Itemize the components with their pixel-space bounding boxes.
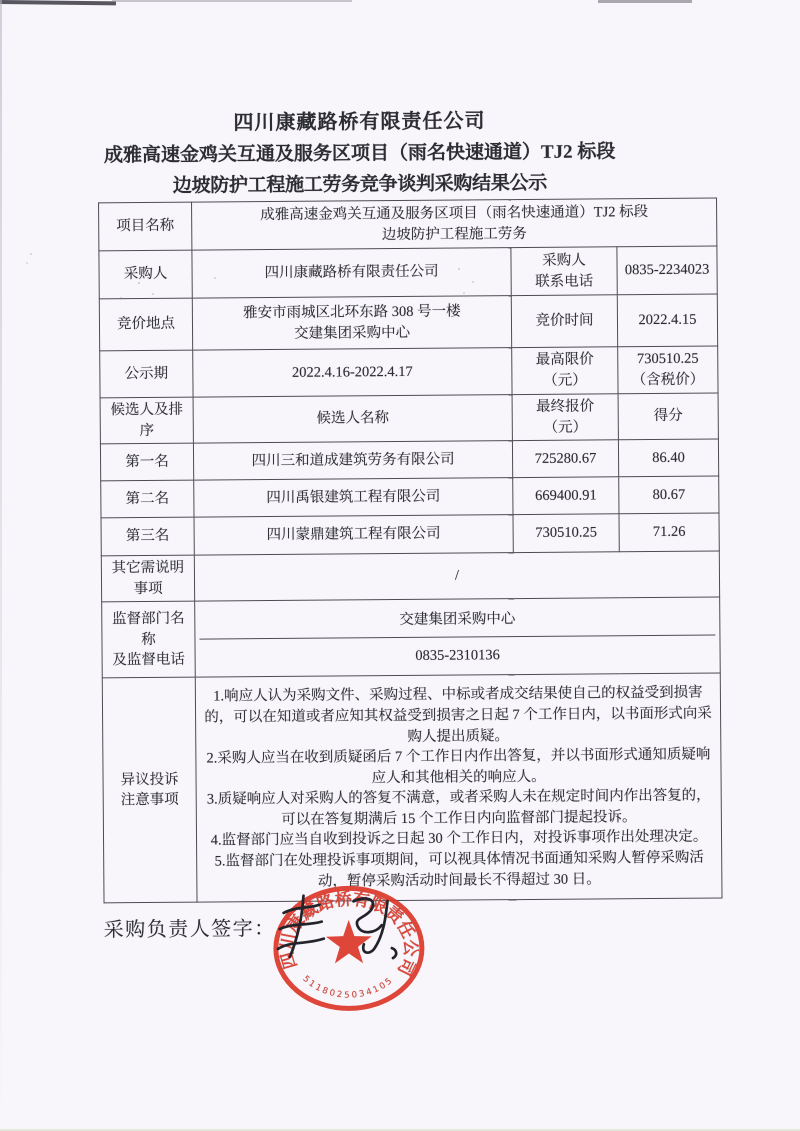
project-name-value-line1: 成雅高速金鸡关互通及服务区项目（雨名快速通道）TJ2 标段 bbox=[260, 203, 649, 224]
signature-stroke bbox=[363, 901, 388, 953]
result-table bbox=[98, 198, 723, 904]
publicity-period-label: 公示期 bbox=[100, 350, 193, 398]
bidding-place-line2: 交建集团采购中心 bbox=[293, 324, 411, 342]
table-row bbox=[102, 597, 721, 678]
title-line-project: 成雅高速金鸡关互通及服务区项目（雨名快速通道）TJ2 标段 bbox=[103, 141, 616, 167]
complaint-items bbox=[195, 673, 722, 902]
signature-label: 采购负责人签字： bbox=[103, 917, 276, 942]
supervision-label-line1: 监督部门名称 bbox=[111, 610, 185, 648]
table-header-row bbox=[100, 393, 718, 444]
candidate-rank: 第二名 bbox=[101, 480, 194, 518]
other-notes-label-line2: 事项 bbox=[133, 580, 163, 597]
complaint-item-2: 2.采购人应当在收到质疑函后 7 个工作日内作出答复，并以书面形式通知质疑响应人和其他相关的响应人。 bbox=[206, 746, 711, 786]
complaint-item-3: 3.质疑响应人对采购人的答复不满意，或者采购人未在规定时间内作出答复的，可以在答复期满后 15 个工作日内向监督部门提起投诉。 bbox=[206, 787, 711, 828]
candidates-price-header bbox=[512, 394, 618, 441]
buyer-label: 采购人 bbox=[99, 250, 192, 299]
table-row bbox=[100, 346, 718, 398]
supervision-label-line2: 及监督电话 bbox=[112, 651, 185, 669]
buyer-value: 四川康藏路桥有限责任公司 bbox=[192, 248, 511, 299]
scan-artifact-top-middle bbox=[112, 0, 352, 2]
candidate-rank: 第一名 bbox=[100, 443, 193, 481]
other-notes-label-line1: 其它需说明 bbox=[111, 559, 185, 577]
bidding-place-line1: 雅安市雨城区北环东路 308 号一楼 bbox=[243, 303, 461, 322]
scan-noise-speckles bbox=[138, 282, 140, 284]
seal-company-text: 四川康藏路桥有限责任公司 bbox=[277, 889, 421, 979]
supervision-values bbox=[195, 597, 721, 677]
buyer-phone-label-line1: 采购人 bbox=[542, 252, 586, 269]
scan-artifact-top-right bbox=[598, 0, 692, 3]
max-price-value bbox=[618, 346, 718, 394]
candidates-rank-header: 候选人及排序 bbox=[100, 397, 193, 444]
title-line-announcement: 边坡防护工程施工劳务竞争谈判采购结果公示 bbox=[172, 172, 547, 197]
complaint-item-4: 4.监督部门应当自收到投诉之日起 30 个工作日内，对投诉事项作出处理决定。 bbox=[210, 829, 708, 849]
publicity-period-value: 2022.4.16-2022.4.17 bbox=[193, 348, 512, 398]
table-row bbox=[99, 198, 717, 251]
candidate-row bbox=[100, 439, 718, 481]
signature-stroke bbox=[278, 939, 324, 949]
max-price-label-line2: （元） bbox=[543, 372, 587, 389]
candidate-name: 四川蒙鼎建筑工程有限公司 bbox=[194, 515, 513, 556]
table-row bbox=[102, 673, 722, 903]
complaint-item-1: 1.响应人认为采购文件、采购过程、中标或者成交结果使自己的权益受到损害的，可以在知道或者应知其权益受到损害之日起 7 个工作日内，以书面形式向采购人提出质疑。 bbox=[204, 685, 712, 745]
table-row bbox=[99, 294, 717, 351]
bidding-place-value bbox=[192, 296, 511, 351]
candidate-price: 725280.67 bbox=[512, 440, 618, 478]
candidate-rank: 第三名 bbox=[101, 517, 194, 556]
table-row bbox=[99, 246, 717, 299]
candidate-score: 86.40 bbox=[618, 439, 718, 477]
candidates-name-header: 候选人名称 bbox=[193, 395, 512, 444]
project-name-label: 项目名称 bbox=[99, 202, 192, 251]
candidate-price: 730510.25 bbox=[513, 514, 619, 553]
candidates-price-header-line1: 最终报价 bbox=[536, 398, 595, 415]
supervision-label bbox=[102, 601, 196, 678]
buyer-phone-label bbox=[511, 247, 617, 296]
signature-stroke bbox=[392, 948, 396, 958]
project-name-value-line2: 边坡防护工程施工劳务 bbox=[381, 225, 527, 243]
max-price-label-line1: 最高限价 bbox=[535, 351, 594, 369]
candidate-price: 669400.91 bbox=[513, 477, 619, 515]
complaint-item-5: 5.监督部门在处理投诉事项期间，可以视具体情况书面通知采购人暂停采购活动，暂停采购活动时间最长不得超过 30 日。 bbox=[214, 849, 704, 890]
candidate-score: 71.26 bbox=[619, 513, 719, 552]
candidate-row bbox=[101, 476, 719, 518]
table-row bbox=[101, 551, 719, 602]
complaint-label bbox=[102, 677, 197, 903]
seal-number-text: 5118025034105 bbox=[300, 974, 396, 1001]
candidate-name: 四川三和道成建筑劳务有限公司 bbox=[193, 441, 512, 481]
handwritten-signature bbox=[275, 891, 416, 968]
max-price-label bbox=[512, 347, 618, 395]
candidates-score-header: 得分 bbox=[618, 393, 718, 440]
candidate-name: 四川禹银建筑工程有限公司 bbox=[194, 478, 513, 518]
buyer-phone-label-line2: 联系电话 bbox=[535, 272, 594, 290]
candidate-score: 80.67 bbox=[619, 476, 719, 514]
supervision-dept: 交建集团采购中心 bbox=[399, 610, 516, 628]
title-line-company: 四川康藏路桥有限责任公司 bbox=[233, 110, 486, 135]
signature-stroke bbox=[354, 898, 382, 932]
buyer-phone-value: 0835-2234023 bbox=[617, 246, 717, 295]
svg-text:5118025034105 bbox=[300, 973, 395, 1001]
document-title bbox=[0, 103, 722, 203]
max-price-value-line2: （含税价） bbox=[631, 371, 705, 389]
max-price-value-line1: 730510.25 bbox=[636, 351, 699, 368]
complaint-label-line2: 注意事项 bbox=[120, 792, 179, 809]
other-notes-value: / bbox=[194, 551, 719, 601]
scan-artifact-left-edge bbox=[0, 0, 2, 1131]
bidding-time-label: 竞价时间 bbox=[511, 295, 617, 348]
other-notes-label bbox=[101, 555, 194, 602]
project-name-value bbox=[192, 198, 717, 250]
candidates-price-header-line2: （元） bbox=[543, 419, 588, 436]
candidate-row bbox=[101, 513, 719, 556]
bidding-time-value: 2022.4.15 bbox=[617, 294, 717, 347]
bidding-place-label: 竞价地点 bbox=[99, 298, 192, 351]
complaint-label-line1: 异议投诉 bbox=[120, 771, 179, 788]
supervision-phone: 0835-2310136 bbox=[199, 635, 715, 675]
